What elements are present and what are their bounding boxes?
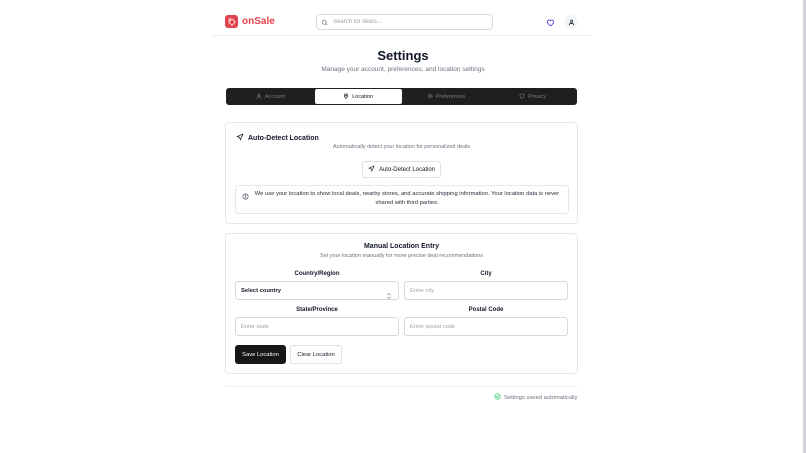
privacy-info-box [235, 185, 569, 214]
clear-location-button[interactable]: Clear Location [290, 345, 342, 364]
auto-detect-button-label: Auto-Detect Location [378, 166, 436, 173]
check-circle-icon [494, 393, 501, 402]
state-label: State/Province [296, 307, 338, 313]
search-icon [321, 13, 328, 31]
search-input[interactable] [333, 19, 483, 25]
postal-code-input[interactable] [410, 324, 560, 330]
city-label: City [480, 271, 492, 277]
brand-name: onSale [242, 16, 275, 27]
tab-privacy[interactable] [489, 89, 576, 104]
gear-icon [427, 93, 433, 101]
manual-location-card [225, 233, 578, 374]
country-select[interactable] [235, 281, 399, 300]
postal-code-label: Postal Code [468, 307, 504, 313]
tab-location[interactable] [314, 88, 403, 105]
auto-detect-card [225, 122, 578, 224]
tab-account[interactable] [227, 89, 314, 104]
user-icon [256, 93, 262, 101]
settings-tabs [226, 88, 577, 105]
auto-detect-heading [236, 133, 319, 143]
map-pin-icon [343, 93, 349, 101]
navigation-arrow-icon [236, 133, 244, 143]
country-select-value: Select country [241, 287, 281, 294]
page-subtitle: Manage your account, preferences, and location settings [321, 66, 485, 73]
autosave-status-text: Settings saved automatically [504, 394, 578, 401]
auto-detect-button[interactable] [362, 161, 441, 178]
info-icon [242, 193, 249, 204]
search-bar[interactable] [316, 14, 493, 30]
tag-icon [225, 15, 238, 28]
postal-code-field[interactable] [404, 317, 568, 336]
country-label: Country/Region [294, 271, 340, 277]
top-navigation-bar [212, 0, 592, 36]
tab-label: Location [352, 93, 374, 100]
heart-icon[interactable] [545, 17, 555, 27]
tab-label: Preferences [435, 93, 466, 100]
tab-label: Account [264, 93, 285, 100]
state-input[interactable] [241, 324, 391, 330]
city-input[interactable] [410, 288, 560, 294]
tab-label: Privacy [528, 93, 547, 100]
state-field[interactable] [235, 317, 399, 336]
chevron-up-down-icon [386, 287, 392, 305]
page-title: Settings [377, 48, 429, 63]
user-avatar-button[interactable] [564, 15, 578, 29]
auto-detect-description: Automatically detect your location for personalized deals [332, 144, 471, 150]
auto-detect-title: Auto-Detect Location [248, 134, 319, 142]
tab-preferences[interactable] [403, 89, 490, 104]
save-location-button[interactable]: Save Location [235, 345, 286, 364]
manual-entry-subtitle: Set your location manually for more precise deal recommendations [320, 253, 483, 259]
brand-logo[interactable] [225, 15, 275, 28]
footer-divider [225, 386, 578, 387]
shield-icon [519, 93, 525, 101]
privacy-info-text: We use your location to show local deals, nearby stores, and accurate shipping information. Your location data is never shared with third parties. [254, 191, 560, 206]
manual-entry-title: Manual Location Entry [363, 243, 440, 250]
autosave-status [494, 393, 577, 402]
city-field[interactable] [404, 281, 568, 300]
navigation-arrow-icon [368, 165, 375, 174]
